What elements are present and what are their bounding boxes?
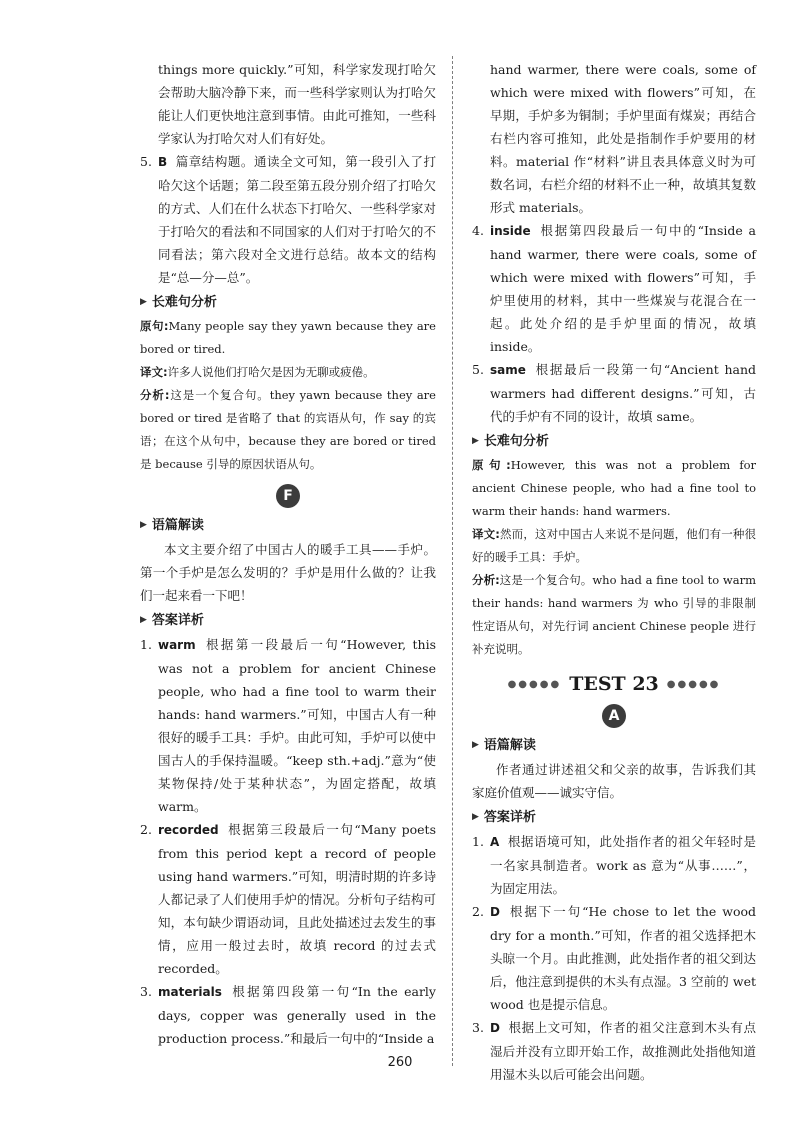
column-divider bbox=[452, 56, 453, 1066]
analysis: 分析:这是一个复合句。they yawn because they are bored or tired 是省略了 that 的宾语从句，作 say 的宾语；在这个从句中，because they are bored or tired 是 because 引导的原因状语从句。 bbox=[140, 388, 436, 471]
page-number: 260 bbox=[387, 1055, 413, 1070]
left-continued-text: things more quickly.”可知，科学家发现打哈欠会帮助大脑冷静下来，而一些科学家则认为打哈欠能让人们更快地注意到事情。由此可推知，一些科学家认为打哈欠对人们有好处。 bbox=[158, 62, 436, 146]
analysis: 分析:这是一个复合句。who had a fine tool to warm their hands: hand warmers 为 who 引导的非限制性定语从句，对先行词 ancient Chinese people 进行补充说明。 bbox=[472, 573, 756, 656]
section-heading-long-sentence: ▶ 长难句分析 bbox=[140, 291, 436, 314]
section-heading-passage: ▶ 语篇解读 bbox=[140, 514, 436, 537]
section-heading-answers: ▶ 答案详析 bbox=[472, 806, 756, 829]
answer-item: 1. A 根据语境可知，此处指作者的祖父年轻时是一名家具制造者。work as 意为“从事……”，为固定用法。 bbox=[472, 834, 756, 896]
triangle-bullet-icon: ▶ bbox=[140, 297, 147, 307]
triangle-bullet-icon: ▶ bbox=[140, 615, 147, 625]
answer-item: 1. warm 根据第一段最后一句“However, this was not a problem for ancient Chinese people, who had a fine tool to warm their hands: hand warmers.”可知，中国古人有一种很好的暖手工具：手炉。由此可知，手炉可以使中国古人的手保持温暖。“keep sth.+adj.”意为“使某物保持/处于某种状态”，为固定搭配，故填 warm。 bbox=[140, 637, 436, 814]
left-column bbox=[140, 58, 436, 1050]
dots-decoration-icon: ●●●●● bbox=[666, 679, 721, 690]
test-title: TEST 23 bbox=[569, 673, 659, 695]
passage-summary: 作者通过讲述祖父和父亲的故事，告诉我们其家庭价值观——诚实守信。 bbox=[472, 762, 756, 800]
answer-item: 2. recorded 根据第三段最后一句“Many poets from this period kept a record of people using hand warmers.”可知，明清时期的许多诗人都记录了人们使用手炉的情况。分析句子结构可知，本句缺少谓语动词，且此处描述过去发生的事情，应用一般过去时，故填 record 的过去式 recorded。 bbox=[140, 822, 436, 976]
dots-decoration-icon: ●●●●● bbox=[507, 679, 562, 690]
translation: 译文:然而，这对中国古人来说不是问题，他们有一种很好的暖手工具：手炉。 bbox=[472, 527, 756, 564]
translation: 译文:许多人说他们打哈欠是因为无聊或疲倦。 bbox=[140, 365, 375, 379]
right-column bbox=[472, 58, 756, 1086]
triangle-bullet-icon: ▶ bbox=[472, 812, 479, 822]
test-banner bbox=[472, 673, 756, 696]
answer-item: 2. D 根据下一句“He chose to let the wood dry for a month.”可知，作者的祖父选择把木头晾一个月。由此推测，此处指作者的祖父到达后，他注意到提供的木头有点湿。3 空前的 wet wood 也是提示信息。 bbox=[472, 904, 756, 1012]
original-sentence: 原句:However, this was not a problem for ancient Chinese people, who had a fine tool to warm their hands: hand warmers. bbox=[472, 458, 756, 518]
answer-item-5: 5. B 篇章结构题。通读全文可知，第一段引入了打哈欠这个话题；第二段至第五段分别介绍了打哈欠的方式、人们在什么状态下打哈欠、一些科学家对于打哈欠的看法和不同国家的人们对于打哈欠的不同看法；第六段对全文进行总结。故本文的结构是“总—分—总”。 bbox=[140, 154, 436, 285]
answer-item: 3. materials 根据第四段第一句“In the early days, copper was generally used in the production process.”和最后一句中的“Inside a bbox=[140, 984, 436, 1046]
triangle-bullet-icon: ▶ bbox=[140, 520, 147, 530]
right-continued-text: hand warmer, there were coals, some of which were mixed with flowers”可知，在早期，手炉多为铜制；手炉里面有煤炭；再结合右栏内容可推知，此处是指制作手炉要用的材料。material 作“材料”讲且表具体意义时为可数名词，右栏介绍的材料不止一种，故填其复数形式 materials。 bbox=[490, 62, 756, 215]
section-heading-answers: ▶ 答案详析 bbox=[140, 609, 436, 632]
triangle-bullet-icon: ▶ bbox=[472, 740, 479, 750]
answer-item: 3. D 根据上文可知，作者的祖父注意到木头有点湿后并没有立即开始工作，故推测此处指他知道用湿木头以后可能会出问题。 bbox=[472, 1020, 756, 1082]
section-heading-passage: ▶ 语篇解读 bbox=[472, 734, 756, 757]
passage-letter-badge: F bbox=[276, 484, 300, 508]
passage-letter-badge: A bbox=[602, 704, 626, 728]
answer-item: 5. same 根据最后一段第一句“Ancient hand warmers had different designs.”可知，古代的手炉有不同的设计，故填 same。 bbox=[472, 362, 756, 424]
original-sentence: 原句:Many people say they yawn because they are bored or tired. bbox=[140, 319, 436, 356]
section-heading-long-sentence: ▶ 长难句分析 bbox=[472, 430, 756, 453]
answer-item: 4. inside 根据第四段最后一句中的“Inside a hand warmer, there were coals, some of which were mixed with flowers”可知，手炉里使用的材料，其中一些煤炭与花混合在一起。此处介绍的是手炉里面的情况，故填 inside。 bbox=[472, 223, 756, 354]
triangle-bullet-icon: ▶ bbox=[472, 436, 479, 446]
passage-summary: 本文主要介绍了中国古人的暖手工具——手炉。第一个手炉是怎么发明的？手炉是用什么做的？让我们一起来看一下吧！ bbox=[140, 542, 436, 603]
